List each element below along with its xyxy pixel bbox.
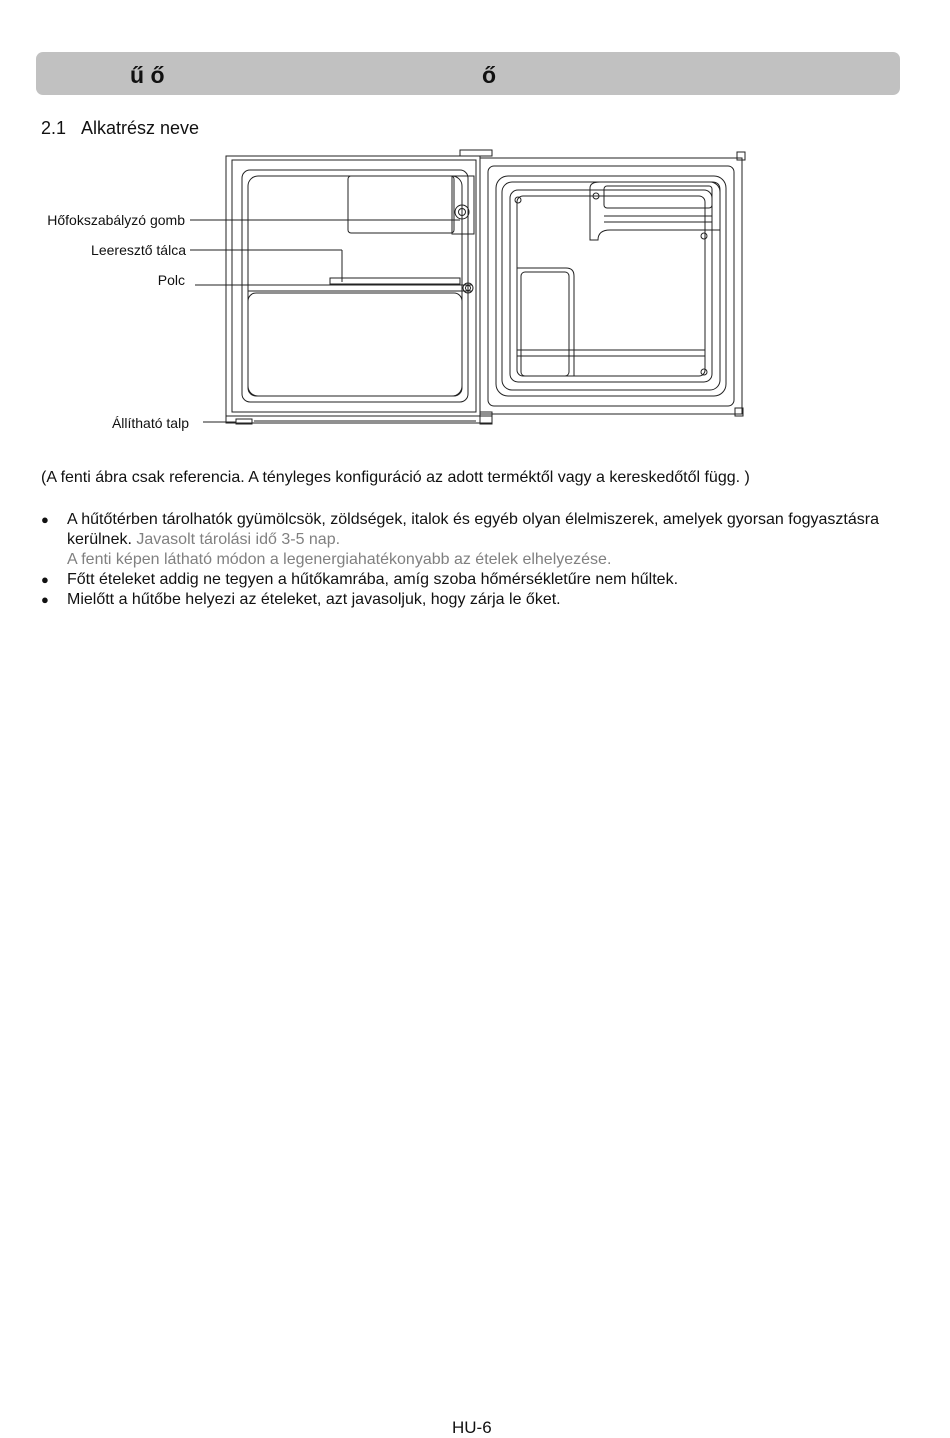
tip-placement-note: A fenti képen látható módon a legenergiahatékonyabb az ételek elhelyezése. <box>67 551 612 568</box>
list-item <box>41 510 901 570</box>
fridge-cabinet <box>226 156 492 424</box>
callout-adjustable-foot: Állítható talp <box>111 415 189 431</box>
reference-note: (A fenti ábra csak referencia. A tényleges konfiguráció az adott terméktől vagy a kereskedőtől függ. ) <box>41 469 750 486</box>
fridge-diagram <box>0 0 950 440</box>
callout-leader-lines <box>190 220 460 422</box>
bullet-marker: ● <box>41 592 49 607</box>
tip-storage-text: A hűtőtérben tárolhatók gyümölcsök, zöldségek, italok és egyéb olyan élelmiszerek, amelyek gyorsan fogyasztásra kerülnek. <box>67 511 879 548</box>
bullet-marker: ● <box>41 572 49 587</box>
list-item <box>41 570 901 590</box>
bullet-marker: ● <box>41 512 49 527</box>
header-glyph-right: ő <box>482 62 497 88</box>
tip-seal-food: Mielőtt a hűtőbe helyezi az ételeket, azt javasoljuk, hogy zárja le őket. <box>67 591 561 608</box>
section-number: 2.1 <box>41 118 67 138</box>
header-glyph-left: ű ő <box>130 62 165 88</box>
callout-shelf: Polc <box>157 272 185 288</box>
tip-storage-duration: Javasolt tárolási idő 3-5 nap. <box>136 531 341 548</box>
fridge-door <box>480 152 745 424</box>
page-number: HU-6 <box>452 1418 492 1437</box>
list-item <box>41 590 901 610</box>
usage-tips-list <box>41 510 901 610</box>
section-title-text: Alkatrész neve <box>81 118 200 138</box>
tip-cooked-food: Főtt ételeket addig ne tegyen a hűtőkamrába, amíg szoba hőmérsékletűre nem hűltek. <box>67 571 679 588</box>
callout-drip-tray: Leeresztő tálca <box>91 242 186 258</box>
callout-thermostat-knob: Hőfokszabályzó gomb <box>47 212 185 228</box>
